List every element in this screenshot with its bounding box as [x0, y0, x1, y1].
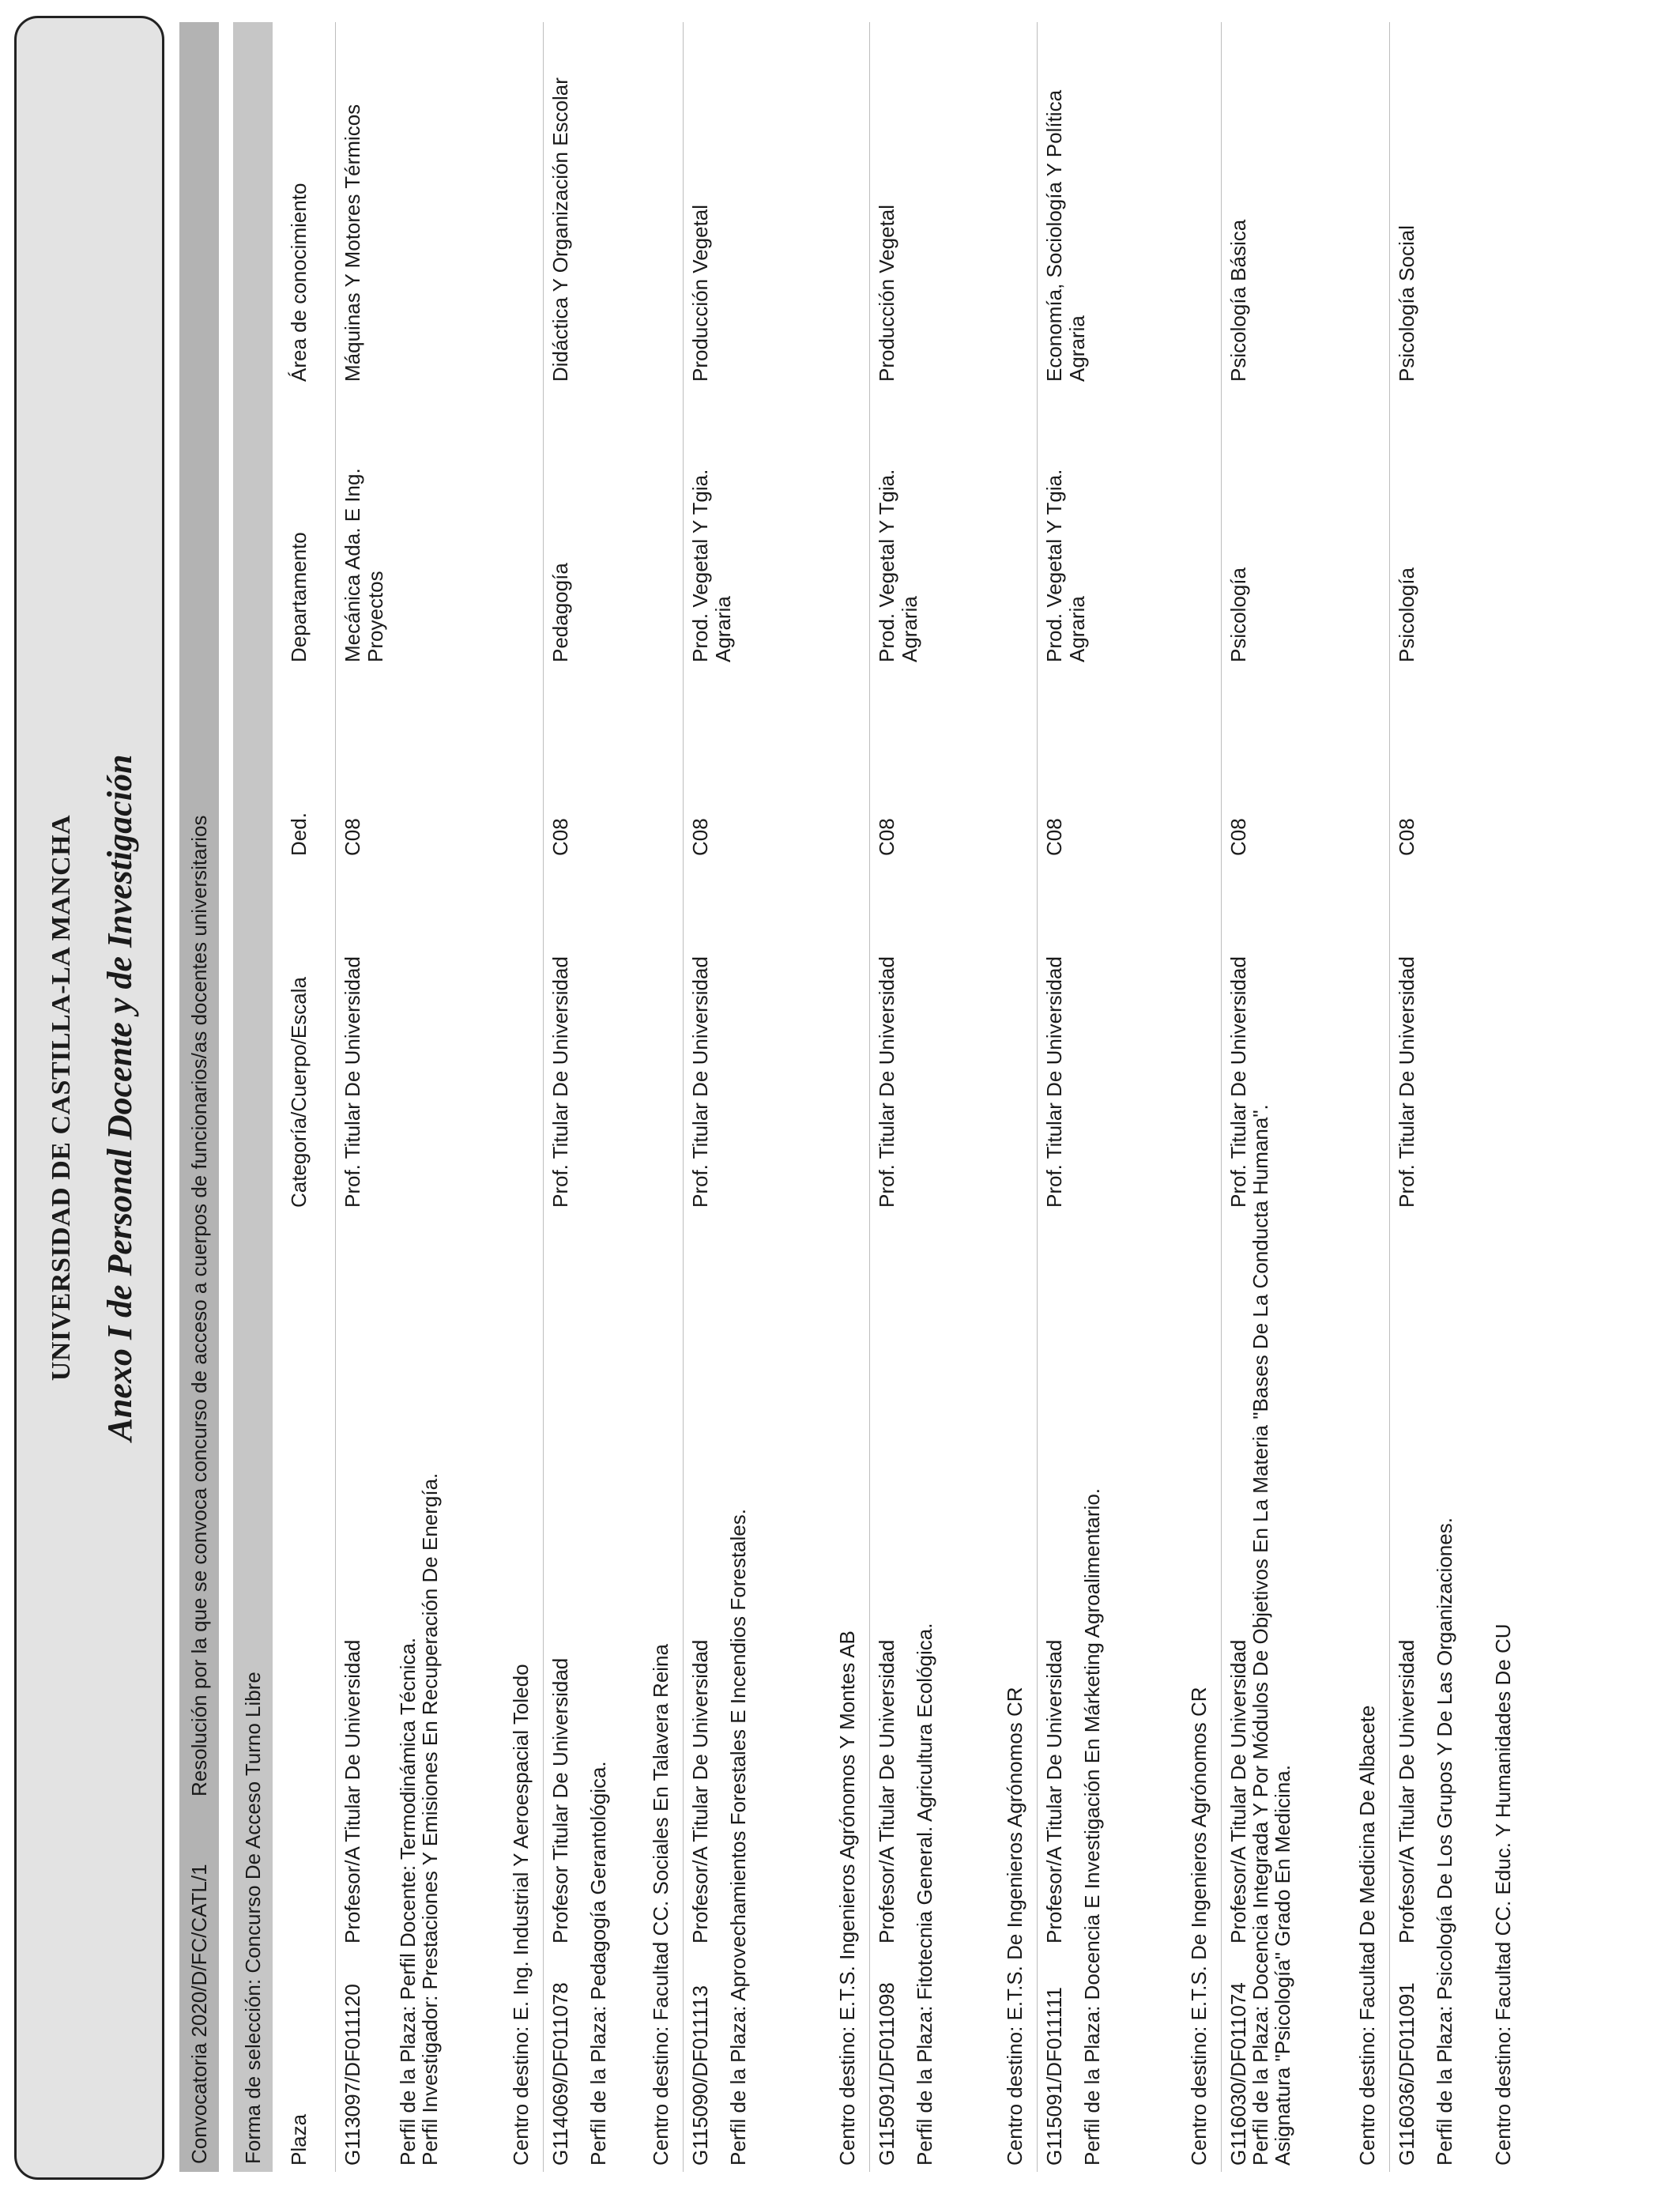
plaza-puesto: Profesor/A Titular De Universidad [688, 1639, 712, 1943]
perfil-plaza: Perfil de la Plaza: Aprovechamientos Forestales E Incendios Forestales. [726, 1509, 750, 2166]
plaza-puesto: Profesor/A Titular De Universidad [1042, 1639, 1066, 1943]
area-conocimiento: Máquinas Y Motores Térmicos [341, 104, 364, 382]
categoria: Prof. Titular De Universidad [1395, 956, 1418, 1208]
row-separator [543, 22, 544, 2172]
area-conocimiento: Producción Vegetal [688, 204, 712, 382]
centro-destino: Centro destino: Facultad CC. Sociales En Talavera Reina [649, 1644, 672, 2166]
col-departamento: Departamento [287, 532, 311, 662]
departamento: Prod. Vegetal Y Tgia. Agraria [875, 469, 921, 662]
convocatoria-code: Convocatoria 2020/D/FC/CATL/1 [187, 1864, 211, 2164]
perfil-plaza: Perfil de la Plaza: Docencia Integrada Y Por Módulos De Objetivos En La Materia "Bases De La Conducta Humana". [1249, 1104, 1272, 2166]
perfil-plaza-extra: Perfil Investigador: Prestaciones Y Emisiones En Recuperación De Energía. [418, 1472, 442, 2166]
plaza-puesto: Profesor/A Titular De Universidad [341, 1639, 364, 1943]
centro-destino: Centro destino: E. Ing. Industrial Y Aeroespacial Toledo [509, 1664, 533, 2166]
dedicacion: C08 [548, 818, 572, 856]
plaza-code: G114069/DF011078 [548, 1982, 572, 2166]
plaza-puesto: Profesor/A Titular De Universidad [875, 1639, 898, 1943]
perfil-plaza: Perfil de la Plaza: Perfil Docente: Termodinámica Técnica. [396, 1637, 420, 2166]
plaza-puesto: Profesor/A Titular De Universidad [1226, 1639, 1250, 1943]
centro-destino: Centro destino: E.T.S. De Ingenieros Agrónomos CR [1003, 1687, 1026, 2166]
perfil-plaza: Perfil de la Plaza: Docencia E Investigación En Márketing Agroalimentario. [1080, 1488, 1104, 2166]
categoria: Prof. Titular De Universidad [1226, 956, 1250, 1208]
departamento: Prod. Vegetal Y Tgia. Agraria [1042, 469, 1089, 662]
centro-destino: Centro destino: E.T.S. Ingenieros Agrónomos Y Montes AB [835, 1630, 859, 2166]
departamento: Mecánica Ada. E Ing. Proyectos [341, 468, 387, 662]
categoria: Prof. Titular De Universidad [548, 956, 572, 1208]
dedicacion: C08 [688, 818, 712, 856]
area-conocimiento: Economía, Sociología Y Política Agraria [1042, 89, 1089, 382]
area-conocimiento: Psicología Social [1395, 225, 1418, 382]
plaza-code: G115090/DF011113 [688, 1985, 712, 2166]
centro-destino: Centro destino: Facultad CC. Educ. Y Humanidades De CU [1491, 1623, 1515, 2166]
university-name: UNIVERSIDAD DE CASTILLA-LA MANCHA [47, 814, 76, 1382]
row-separator [1221, 22, 1222, 2172]
perfil-plaza-extra: Asignatura "Psicología" Grado En Medicina. [1271, 1765, 1294, 2166]
plaza-puesto: Profesor Titular De Universidad [548, 1657, 572, 1943]
departamento: Psicología [1395, 567, 1418, 662]
centro-destino: Centro destino: Facultad De Medicina De Albacete [1355, 1705, 1379, 2166]
row-separator [335, 22, 336, 2172]
row-separator [683, 22, 684, 2172]
categoria: Prof. Titular De Universidad [1042, 956, 1066, 1208]
departamento: Psicología [1226, 567, 1250, 662]
perfil-plaza: Perfil de la Plaza: Fitotecnia General. Agricultura Ecológica. [913, 1623, 936, 2166]
col-ded: Ded. [287, 812, 311, 856]
plaza-code: G116030/DF011074 [1226, 1982, 1250, 2166]
dedicacion: C08 [875, 818, 898, 856]
plaza-code: G115091/DF011098 [875, 1982, 898, 2166]
resolution-text: Resolución por la que se convoca concurso de acceso a cuerpos de funcionarios/as docentes universitarios [187, 815, 211, 1796]
row-separator [1037, 22, 1038, 2172]
title-box [14, 16, 164, 2180]
categoria: Prof. Titular De Universidad [341, 956, 364, 1208]
perfil-plaza: Perfil de la Plaza: Pedagogía Gerantológica. [586, 1761, 610, 2166]
categoria: Prof. Titular De Universidad [688, 956, 712, 1208]
row-separator [869, 22, 870, 2172]
dedicacion: C08 [1395, 818, 1418, 856]
selection-band [233, 22, 273, 2172]
plaza-puesto: Profesor/A Titular De Universidad [1395, 1639, 1418, 1943]
row-separator [1389, 22, 1390, 2172]
dedicacion: C08 [1042, 818, 1066, 856]
dedicacion: C08 [1226, 818, 1250, 856]
area-conocimiento: Didáctica Y Organización Escolar [548, 77, 572, 382]
plaza-code: G113097/DF011120 [341, 1984, 364, 2166]
annex-title: Anexo I de Personal Docente y de Investigación [100, 754, 139, 1442]
selection-form: Forma de selección: Concurso De Acceso Turno Libre [241, 1672, 265, 2164]
col-area: Área de conocimiento [287, 183, 311, 382]
departamento: Prod. Vegetal Y Tgia. Agraria [688, 469, 735, 662]
col-plaza: Plaza [287, 2113, 311, 2166]
centro-destino: Centro destino: E.T.S. De Ingenieros Agrónomos CR [1187, 1687, 1211, 2166]
categoria: Prof. Titular De Universidad [875, 956, 898, 1208]
plaza-code: G116036/DF011091 [1395, 1982, 1418, 2166]
departamento: Pedagogía [548, 563, 572, 662]
convocatoria-band [179, 22, 219, 2172]
area-conocimiento: Producción Vegetal [875, 204, 898, 382]
dedicacion: C08 [341, 818, 364, 856]
plaza-code: G115091/DF011111 [1042, 1987, 1066, 2166]
perfil-plaza: Perfil de la Plaza: Psicología De Los Grupos Y De Las Organizaciones. [1433, 1517, 1456, 2166]
area-conocimiento: Psicología Básica [1226, 219, 1250, 382]
col-categoria: Categoría/Cuerpo/Escala [287, 977, 311, 1208]
